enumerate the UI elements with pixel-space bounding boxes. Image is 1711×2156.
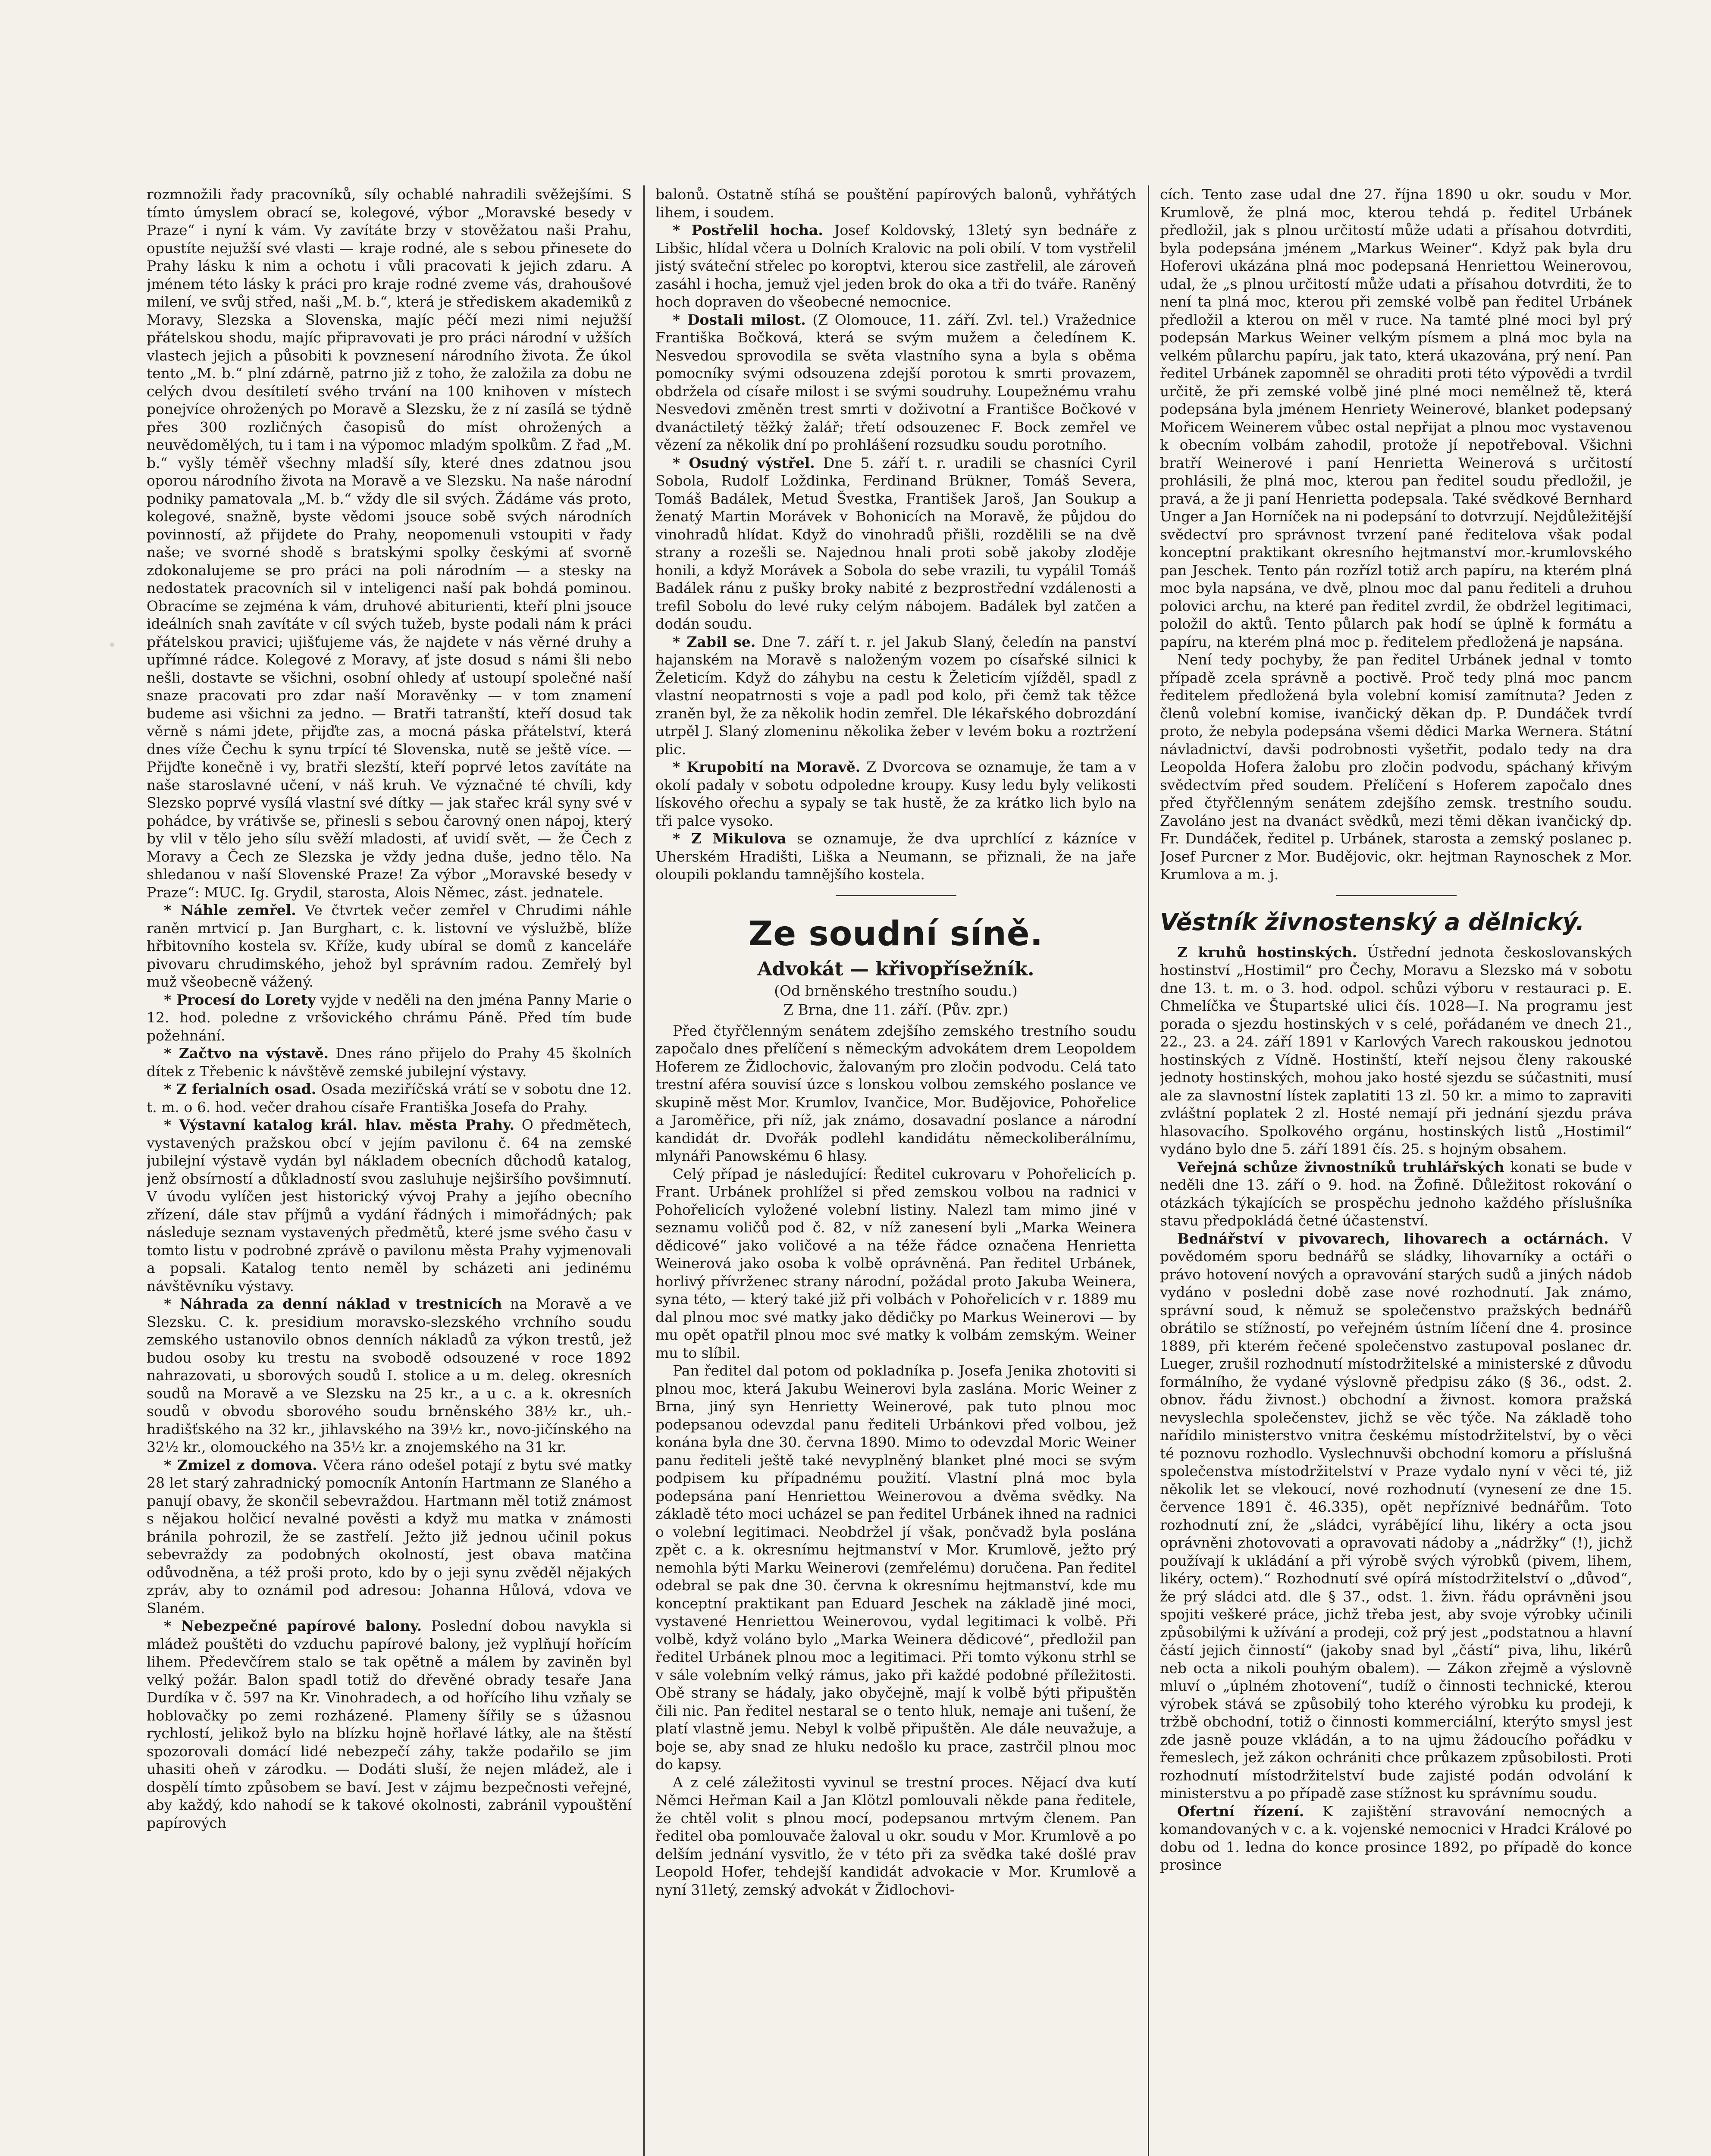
article-lead: * Dostali milost. bbox=[673, 311, 806, 328]
article-lead: Ofertní řízení. bbox=[1177, 1802, 1304, 1820]
article-text: Z Dvorcova se oznamuje, že tam a v okolí padaly v sobotu odpoledne kroupy. Kusy ledu byly velikosti lískového ořechu a sypaly se tak hustě, že za krátko lich bylo na tři palce vysoko. bbox=[655, 758, 1136, 829]
article-text: Osada meziříčská vrátí se v sobotu dne 12. t. m. o 6. hod. večer drahou císaře Františka Josefa do Prahy. bbox=[147, 1081, 632, 1116]
article-text: K zajištění stravování nemocných a komandovaných v c. a k. vojenské nemocnici v Hradci Králové po dobu od 1. ledna do konce prosince 1892, po případě do konce prosince bbox=[1160, 1802, 1632, 1873]
column-rule-2 bbox=[1148, 185, 1149, 2156]
article-paragraph bbox=[1160, 1158, 1632, 1230]
article-paragraph bbox=[655, 758, 1136, 830]
article-paragraph bbox=[1160, 943, 1632, 1158]
article-text: se oznamuje, že dva uprchlící z kázníce v Uherském Hradišti, Liška a Neumann, se přiznali, že na jaře oloupili poklandu tamnějšího kostela. bbox=[655, 830, 1136, 883]
article-lead: * Zabil se. bbox=[673, 633, 756, 650]
article-lead: * Procesí do Lorety bbox=[164, 991, 316, 1008]
article-text: rozmnožili řady pracovníků, síly ochablé nahradili svěžejšími. S tímto úmyslem obrací se, kolegové, výbor „Moravské besedy v Praze“ i nyní k vám. Vy zavítáte brzy v stověžatou naši Prahu, opustíte nejužší své vlasti — kraje rodné, ale s sebou přinesete do Prahy lásku k nim a ochotu i vůli pracovati k jejich zdaru. A jménem této lásky k práci pro kraje rodné zveme vás, drahoušové milení, ve svůj střed, naši „M. b.“, která je střediskem akademiků z Moravy, Slezska a Slovenska, majíc péčí mezi nimi nejužší přátelskou shodu, majíc připravovati je pro práci národní v užších vlastech jejich a působiti k povznesení národního života. Že úkol tento „M. b.“ plní zdárně, patrno již z toho, že založila za dobu ne celých dvou desítiletí svého trvání na 100 knihoven v místech ponejvíce ohrožených po Moravě a Slezsku, že z ní zasílá se týdně přes 300 rozličných časopisů do míst ohrožených a neuvědomělých, tu i tam i na výpomoc mladým spolkům. Z řad „M. b.“ vyšly téměř všechny mladší síly, které dnes zdatnou jsou oporou národního života na Moravě a ve Slezsku. Na naše národní podniky pamatovala „M. b.“ vždy dle sil svých. Žádáme vás proto, kolegové, snažně, byste vědomi jsouce sobě svých národních povinností, až přijdete do Prahy, neopomenuli vstoupiti v řady naše; ve svorné shodě s bratskými spolky českými ať svorně zdokonalujeme se pro práci na poli národním — a stesky na nedostatek pracovních sil v inteligenci naší pak bohdá pominou. Obracíme se zejména k vám, druhové abiturienti, kteří plni jsouce ideálních snah zavítáte v cíl svých tužeb, byste podali nám k práci přátelskou pravici; ujišťujeme vás, že najdete v nás věrné druhy a upřímné rádce. Kolegové z Moravy, ať jste dosud s námi šli nebo nešli, dostavte se všichni, osobní ohledy ať ustoupí společné naší snaze pracovati pro zdar naší Moravěnky — v tom znamení budeme asi všichni za jedno. — Bratři tatranští, kteří dosud tak věrně s námi jdete, přijďte zas, a mocná páska přátelství, která dnes víže Čechu k synu trpící té Slovenska, nutě se ještě více. — Přijďte konečně i vy, bratři slezští, kteří poprvé letos zavítáte na naše staroslavné učení, v náš kruh. Ve význačné té chvíli, kdy Slezsko poprvé vysílá vlastní své dítky — jak stařec král syny své v pohádce, by vrátivše se, přinesli s sebou čarovný onen nápoj, který by vlil v tělo jeho sílu svěží mladosti, ať uvidí svět, — že Čech z Moravy a Čech ze Slezska je vždy jedna duše, jedno tělo. Na shledanou v naší Slovenské Praze! Za výbor „Moravské besedy v Praze“: MUC. Ig. Grydil, starosta, Alois Němec, zást. jednatele. bbox=[147, 186, 632, 901]
article-lead: * Výstavní katalog král. hlav. města Prahy. bbox=[164, 1116, 515, 1133]
article-text: (Z Olomouce, 11. září. Zvl. tel.) Vražednice Františka Bočková, která se svým mužem a čeledínem K. Nesvedou sprovodila se světa vlastního syna a byla s oběma pomocníky svými odsouzena zdejší porotou k smrti provazem, obdržela od císaře milost i se svými soudruhy. Loupežnému vrahu Nesvedovi změněn trest smrti v doživotní a Františce Bočkové v dvanáctiletý těžký žalář; třetí odsouzenec F. Bock zemřel ve vězení za několik dní po prohlášení rozsudku soudu porotního. bbox=[655, 311, 1136, 453]
article-paragraph bbox=[1160, 1802, 1632, 1874]
article-lead: * Z ferialních osad. bbox=[164, 1081, 317, 1097]
article-text: O předmětech, vystavených pražskou obcí v jejím pavilonu č. 64 na zemské jubilejní výstavě vydán byl nákladem obecních důchodů katalog, jenž obsírností a důkladností svou zasluhuje nejširšího povšimnutí. V úvodu vylíčen jest historický vývoj Prahy a jejího obecního zřízení, dále stav příjmů a vydání řádných i mimořádných; pak následuje seznam vystavených předmětů, které jsme svého času v tomto listu v podrobné zprávě o pavilonu města Prahy vyjmenovali a popsali. Katalog tento neměl by scházeti ani jedinému návštěvníku výstavy. bbox=[147, 1116, 632, 1294]
court-subheading: Advokát — křivopřísežník. bbox=[757, 958, 1034, 980]
article-text: V povědomém sporu bednářů se sládky, lihovarníky a octáři o právo hotovení nových a opravování starých sudů a jiných nádob vydáno v posledni době zase nové rozhodnutí. Jak známo, správní soud, k němuž se společenstvo pražských bednářů obrátilo se stížností, po veřejném ústním líčení dne 4. prosince 1889, při kterém řečené společenstvo zastupoval poslanec dr. Lueger, zrušil rozhodnutí místodržitelské a ministerské z důvodu formálního, že vydané výslovně předpisu záko (§ 36., odst. 2. obnov. řádu živnost.) obchodní a živnost. komora pražská nevyslechla společenstev, jichž se věc týče. Na základě toho nařídilo ministerstvo vnitra českému místodržitelství, by o věci té poznovu rozhodlo. Vyslechnuvši obchodní komoru a příslušná společenstva místodržitelství v Praze vydalo nyní v věci té, již několik let se vlekoucí, nové rozhodnutí (vynesení ze dne 15. července 1891 č. 46.335), opět nepříznivé bednářům. Toto rozhodnutí zní, že „sládci, vyrábějící lihu, likéry a octa jsou oprávněni zhotovovati a opravovati nádoby a „nádržky“ (!), jichž používají k ukládání a při výrobě svých výrobků (pivem, lihem, likéry, octem).“ Rozhodnutí své opírá místodržitelství o „důvod“, že prý sládci atd. dle § 37., odst. 1. živn. řádu oprávněni jsou spojiti veškeré práce, jichž třeba jest, aby svoje výrobky učinili způsobilými k užívání a prodeji, což prý jest „podstatnou a hlavní částí jejich činností“ (jakoby snad byl „částí“ piva, lihu, likérů neb octa a nikoli pouhým obalem). — Zákon zřejmě a výslovně mluví o „úplném zhotovení“, tudíž o činnosti technické, kterou výrobek stává se způsobilý toho kterého výrobku ku prodeji, k tržbě obchodní, totiž o činnosti kommerciální, kterýto smysl jest zde jasně pouze vkládán, a to na ujmu žádoucího pořádku v řemeslech, jež zákon ochrániti chce průkazem způsobilosti. Proti rozhodnutí místodržitelství bude zajisté podán odvolání k ministerstvu a po případě zase stížnost ku správnímu soudu. bbox=[1160, 1230, 1632, 1802]
court-report-continued bbox=[1160, 185, 1632, 884]
article-text: konati se bude v neděli dne 13. září o 9. hod. na Žofině. Důležitost rokování o otázkách týkajících se prospěchu jednoho každého příslušníka stavu předpokládá četné účastenství. bbox=[1160, 1158, 1632, 1229]
article-lead: * Krupobití na Moravě. bbox=[673, 758, 861, 775]
article-text: Dne 7. září t. r. jel Jakub Slaný, čeledín na panství hajanském na Moravě s naloženým vozem po císařské silnici k Želeticím. Když do záhybu na cestu k Želeticím vjížděl, spadl z vlastní neopatrnosti s voje a padl pod kolo, při čemž tak těžce zraněn byl, že za několik hodin zemřel. Dle lékařského dobrozdání utrpěl J. Slaný zlomeninu několika žeber v levém boku a roztržení plic. bbox=[655, 633, 1136, 758]
article-lead: * Osudný výstřel. bbox=[673, 454, 815, 471]
article-paragraph bbox=[655, 185, 1136, 221]
article-lead: Z kruhů hostinských. bbox=[1177, 943, 1357, 961]
article-paragraph bbox=[147, 1116, 632, 1295]
article-paragraph bbox=[655, 311, 1136, 454]
section-heading-trade: Věstník živnostenský a dělnický. bbox=[1160, 908, 1585, 936]
trade-news bbox=[1160, 943, 1632, 1874]
article-lead: Bednářství v pivovarech, lihovarech a octárnách. bbox=[1177, 1230, 1609, 1247]
section-heading-court: Ze soudní síně. bbox=[748, 914, 1044, 953]
middle-column bbox=[655, 185, 1136, 2156]
right-column bbox=[1160, 185, 1632, 2156]
article-text: Včera ráno odešel potají z bytu své matky 28 let starý zahradnický pomocník Antonín Hartmann ze Slaného a panují obavy, že skončil sebevraždou. Hartmann měl totiž známost s nějakou holčicí nevalné pověsti a když mu matka v známosti bránila pohrozil, že se zastřelí. Ježto již jednou učinil pokus sebevraždy za podobných okolností, jest obava matčina odůvodněna, a též proši proto, kdo by o jeji synu zvěděl nějakých zpráv, aby to oznámil pod adresou: Johanna Hůlová, vdova ve Slaném. bbox=[147, 1456, 632, 1617]
left-column bbox=[147, 185, 632, 2156]
article-paragraph bbox=[655, 221, 1136, 311]
article-paragraph bbox=[147, 1080, 632, 1116]
article-text: Ústřední jednota českoslovanských hostinství „Hostimil“ pro Čechy, Moravu a Slezsko má v sobotu dne 13. t. m. o 3. hod. odpol. schůzi výboru v restauraci p. E. Chmelíčka ve Štupartské ulici čís. 1028—I. Na programu jest porada o sjezdu hostinských v s celé, pořádaném ve dnech 21., 22., 23. a 24. září 1891 v Karlových Varech rakouskou jednotou hostinských z Vídně. Hostinští, kteří nejsou členy rakouské jednoty hostinských, mohou jako hosté sjezdu se súčastniti, musí ale za slavnostní lístek zaplatiti 13 zl. 50 kr. a mimo to zapraviti zvláštní poplatek 2 zl. Hosté nemají při jednání sjezdu práva hlasovacího. Spolkového orgánu, hostinských listů „Hostimil“ vydáno bylo dne 5. září 1891 čís. 25. s hojným obsahem. bbox=[1160, 943, 1632, 1157]
article-lead: * Nebezpečné papírové balony. bbox=[164, 1617, 422, 1634]
article-text: vyjde v neděli na den jména Panny Marie o 12. hod. poledne z vršovického chrámu Páně. Před tím bude požehnání. bbox=[147, 991, 632, 1044]
court-report bbox=[655, 1022, 1136, 1899]
court-note: (Od brněnského trestního soudu.) bbox=[774, 982, 1018, 999]
article-lead: * Náhrada za denní náklad v trestnicích bbox=[164, 1295, 502, 1312]
article-text: Dne 5. září t. r. uradili se chasníci Cyril Sobola, Rudolf Loždinka, Ferdinand Brükner, Tomáš Severa, Tomáš Badálek, Metud Švestka, František Jaroš, Jan Soukup a ženatý Martin Morávek v Bohonicích na Moravě, že půjdou do vinohradů hlídat. Když do vinohradů přišli, rozdělili se na dvě strany a rozešli se. Najednou hnali proti sobě jakoby zloděje honili, a když Morávek a Sobola do sebe vrazili, tu vypálil Tomáš Badálek ránu z pušky broky nabité z bezprostřední vzdálenosti a trefil Sobolu do levé ruky celým nábojem. Badálek byl zatčen a dodán soudu. bbox=[655, 454, 1136, 632]
article-paragraph bbox=[147, 1295, 632, 1456]
article-paragraph: A z celé záležitosti vyvinul se trestní proces. Nějací dva kutí Němci Heřman Kail a Jan Klötzl pomlouvali někde pana ředitele, že chtěl volit s plnou mocí, podepsanou mrtvým členem. Pan ředitel oba pomlouvače žaloval u okr. soudu v Mor. Krumlově a po delším jednání vysvitlo, že v této při za svědka také došlé prav Leopold Hofer, tehdejší kandidát advokacie v Mor. Krumlově a nyní 31letý, zemský advokát v Židlochovi- bbox=[655, 1774, 1136, 1898]
section-divider bbox=[1336, 895, 1457, 896]
article-paragraph bbox=[147, 991, 632, 1045]
article-paragraph bbox=[147, 1617, 632, 1832]
article-text: Ve čtvrtek večer zemřel v Chrudimi náhle raněn mrtvicí p. Jan Burghart, c. k. listovní ve výslužbě, blíže hřbitovního kostela sv. Kříže, kudy ubíral se domů z kanceláře pivovaru chrudimského, jehož byl správním radou. Zemřelý byl muž všeobecně vážený. bbox=[147, 902, 632, 990]
article-lead: * Z Mikulova bbox=[673, 830, 787, 847]
article-paragraph bbox=[147, 901, 632, 991]
article-lead: * Začtvo na výstavě. bbox=[164, 1045, 329, 1062]
article-text: na Moravě a ve Slezsku. C. k. presidium moravsko-slezského vrchního soudu zemského ustanovilo obnos denních nákladů za výkon trestů, jež budou osoby ku trestu na svobodě odsouzené v roce 1892 nahrazovati, u sborových soudů I. stolice a u m. deleg. okresních soudů na Moravě a ve Slezsku na 25 kr., a u c. a k. okresních soudů v obvodu sborového soudu brněnského 38½ kr., uh.-hradišťského na 32 kr., jihlavského na 39½ kr., novo-jičínského na 32½ kr., olomouckého na 35½ kr. a znojemského na 31 kr. bbox=[147, 1295, 632, 1455]
article-paragraph bbox=[655, 454, 1136, 633]
article-text: Josef Koldovský, 13letý syn bednáře z Libšic, hlídal včera u Dolních Kralovic na poli obilí. V tom vystřelil jistý sváteční střelec po koroptvi, kterou sice zastřelil, ale zároveň zasáhl i hocha, jemuž vjel jeden brok do oka a tři do tváře. Raněný hoch dopraven do všeobecné nemocnice. bbox=[655, 222, 1136, 310]
article-paragraph: Před čtyřčlenným senátem zdejšího zemského trestního soudu započalo dnes přelíčení s německým advokátem drem Leopoldem Hoferem ze Židlochovic, žalovaným pro zločin podvodu. Celá tato trestní aféra souvisí úzce s lonskou volbou zemského poslance ve skupině měst Mor. Krumlov, Ivančice, Mor. Budějovice, Pohořelice a Jaroměřice, při níž, jak známo, dosavadní poslance a národní kandidát dr. Dvořák podlehl kandidátu německoliberálnímu, mlynáři Panowskému 6 hlasy. bbox=[655, 1022, 1136, 1164]
section-divider bbox=[836, 895, 956, 896]
article-paragraph: cích. Tento zase udal dne 27. října 1890 u okr. soudu v Mor. Krumlově, že plná moc, kterou tehdá p. ředitel Urbánek předložil, jak s plnou určitostí může udati a přísahou dotvrditi, byla podepsána jménem „Markus Weiner“. Když pak byla dru Hoferovi ukázána plná moc podepsaná Henriettou Weinerovou, udal, že „s plnou určitostí může udati a přísahou dotvrditi, že to není ta plná moc, kterou při zemské volbě pan ředitel Urbánek předložil a kterou on měl v ruce. Na tamté plné moci byl prý podepsán Markus Weiner velkým písmem a plná moc byla na velkém půlarchu papíru, jak tato, která ukazována, prý není. Pan ředitel Urbánek zapomněl se ohraditi proti této výpovědi a tvrdil určitě, že při zemské volbě jiné plné moci nemělnež tě, která podepsána byla jménem Henriety Weinerové, blanket podepsaný Mořicem Weinerem vůbec ostal nepřijat a plnou moc vystavenou k obecním volbám zahodil, protože jí nepotřeboval. Všichni bratří Weinerové i paní Henrietta Weinerová s určitostí prohlásili, že plná moc, kterou pan ředitel soudu předložil, je pravá, a že ji paní Henrietta podepsala. Také svědkové Bernhard Unger a Jan Horníček na ni podepsání to dotvrzují. Nejdůležitější svědectví pro správnost tvrzení pané ředitelova však podal konceptní praktikant okresního hejtmanství mor.-krumlovského pan Jeschek. Tento pán rozřízl totiž arch papíru, na kterém plná moc byla napsána, ve dvě, plnou moc dal panu řediteli a druhou polovici archu, na které pan ředitel zvrdil, že obdržel legitimaci, položil do aktů. Tento půlarch pak hodí se úplně k formátu a papíru, na kterém plná moc p. ředitelem předložená je napsána. bbox=[1160, 186, 1632, 650]
article-text: Dnes ráno přijelo do Prahy 45 školních dítek z Třebenic k návštěvě zemské jubilejní výstavy. bbox=[147, 1045, 632, 1080]
article-lead: * Zmizel z domova. bbox=[164, 1456, 317, 1473]
article-lead: * Postřelil hocha. bbox=[673, 222, 823, 238]
article-paragraph bbox=[147, 1456, 632, 1617]
article-paragraph: Pan ředitel dal potom od pokladníka p. Josefa Jenika zhotoviti si plnou moc, která Jakubu Weinerovi byla zaslána. Moric Weiner z Brna, jiný syn Henrietty Weinerové, pak tuto plnou moc podepsanou odevzdal panu řediteli Urbánkovi před volbou, jež konána byla dne 30. června 1890. Mimo to odevzdal Moric Weiner panu řediteli ještě také nevyplněný blanket plné moci se svým podpisem ku případnému použití. Vlastní plná moc byla podepsána paní Henriettou Weinerovou a dvěma svědky. Na základě této moci ucházel se pan ředitel Urbánek ihned na radnici o volební legitimaci. Neobdržel jí však, pončvadž byla poslána zpět c. a k. okresnímu hejtmanství v Mor. Krumlově, ježto prý nemohla býti Marku Weinerovi (zemřelému) doručena. Pan ředitel odebral se pak dne 30. června k okresnímu hejtmanství, kde mu konceptní praktikant pan Eduard Jeschek na základě jiné moci, vystavené Henriettou Weinerovou, vydal legitimaci k volbě. Při volbě, když voláno bylo „Marka Weinera dědicové“, předložil pan ředitel Urbánek plnou moc a legitimaci. Při tomto výkonu strhl se v sále volebním velký rámus, jako při každé podobné příležitosti. Obě strany se hádaly, jako obyčejně, mají k volbě býti připuštěn čili nic. Pan ředitel nestaral se o tento hluk, nemaje ani tušení, že platí vlastně jemu. Nebyl k volbě připuštěn. Ale dále neuvažuje, a boje se, aby snad ze hluku nedošlo ku prace, zastrčil plnou moc do kapsy. bbox=[655, 1362, 1136, 1773]
article-lead: Veřejná schůze živnostníků truhlářských bbox=[1177, 1158, 1504, 1175]
article-text: balonů. Ostatně stíhá se pouštění papírových balonů, vyhřátých lihem, i soudem. bbox=[655, 186, 1136, 221]
paper-speck bbox=[110, 642, 114, 647]
news-briefs bbox=[655, 185, 1136, 884]
article-paragraph bbox=[1160, 1230, 1632, 1802]
article-lead: * Náhle zemřel. bbox=[164, 902, 296, 918]
article-paragraph bbox=[655, 633, 1136, 758]
column-rule-1 bbox=[643, 185, 645, 2156]
article-paragraph bbox=[147, 185, 632, 901]
article-text: Poslední dobou navykla si mládež pouštěti do vzduchu papírové balony, jež vyplňují hořícím lihem. Předevčírem stalo se tak opětně a málem by zaviněn byl velký požár. Balon spadl totiž do dřevěné obrady tesaře Jana Durdíka v č. 597 na Kr. Vinohradech, a od hořícího lihu vzňaly se hoblovačky po zemi rozházené. Plameny šířily se s úžasnou rychlostí, jelikož bylo na blízku hojně hořlavé látky, ale na štěstí spozorovali domácí lidé nebezpečí záhy, takže podařilo se jim uhasiti oheň v zárodku. — Dodáti sluší, že nejen mládež, ale i dospělí tímto způsobem se baví. Jest v zájmu bezpečnosti veřejné, aby každý, kdo nahodí se k takové okolnosti, zabránil vypouštění papírových bbox=[147, 1617, 632, 1831]
article-paragraph: Není tedy pochyby, že pan ředitel Urbánek jednal v tomto případě zcela správně a poctivě. Proč tedy plná moc pancm ředitelem předložená byla volební komisí zamítnuta? Jeden z členů volební komise, ivančický děkan dp. P. Dundáček tvrdí proto, že nebyla podepsána všemi dědici Marka Wernera. Státní návladnictví, davši podrobnosti vyšetřit, podalo tedy na dra Leopolda Hofera žalobu pro zločin podvodu, spáchaný křivým svědectvím před soudem. Přelíčení s Hoferem započalo dnes před čtyřčlenným senátem zdejšího zemsk. trestního soudu. Zavoláno jest na dvanáct svědků, mezi těmi děkan ivančický dp. Fr. Dundáček, ředitel p. Urbánek, starosta a zemský poslanec p. Josef Purcner z Mor. Budějovic, okr. hejtman Raynoschek z Mor. Krumlova a m. j. bbox=[1160, 651, 1632, 883]
article-paragraph bbox=[655, 830, 1136, 884]
article-paragraph: Celý případ je následující: Ředitel cukrovaru v Pohořelicích p. Frant. Urbánek prohlížel si před zemskou volbou na radnici v Pohořelicích vyložené volební listiny. Nalezl tam mimo jiné v seznamu voličů pod č. 82, v níž zanesení byli „Marka Weinera dědicové“ jako voličové a na téže řádce označena Henrietta Weinerová jako osoba k volbě oprávněná. Pan ředitel Urbánek, horlivý přívrženec strany národní, požádal proto Jakuba Weinera, syna této, — který také již při volbách v Pohořelicích v r. 1889 mu dal plnou moc své matky jako dědičky po Markus Weinerovi — by mu opět opatřil plnou moc své matky k volbám zemským. Weiner mu to slíbil. bbox=[655, 1165, 1136, 1361]
article-paragraph bbox=[147, 1044, 632, 1080]
court-dateline: Z Brna, dne 11. září. (Pův. zpr.) bbox=[783, 1001, 1009, 1018]
